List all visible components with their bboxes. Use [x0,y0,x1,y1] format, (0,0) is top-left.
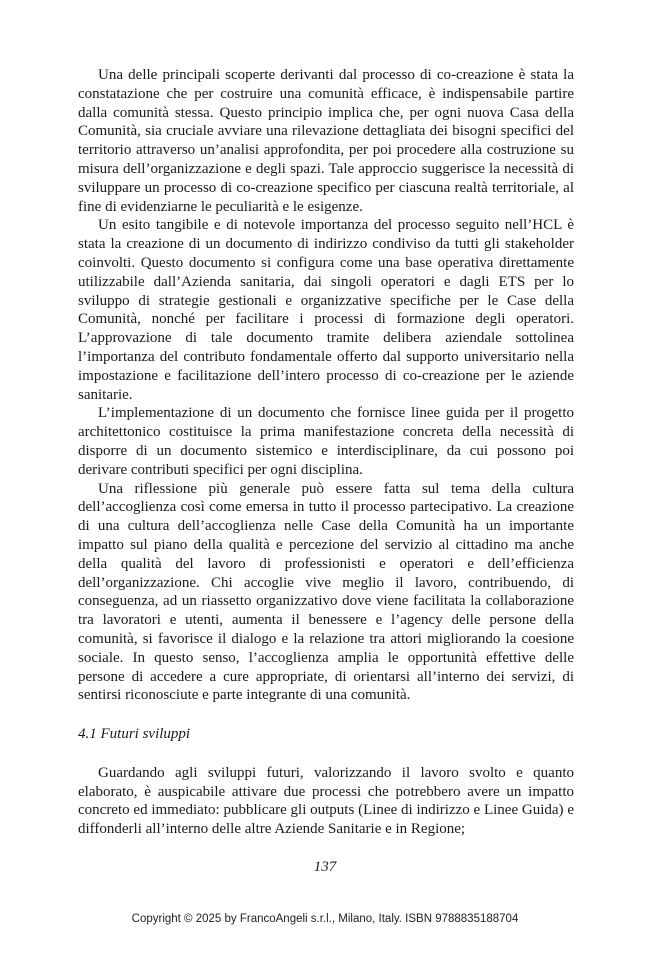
section-heading: 4.1 Futuri sviluppi [78,726,191,743]
section-paragraph: Guardando agli sviluppi futuri, valorizzando il lavoro svolto e quanto elaborato, è auspicabile attivare due processi che potrebbero avere un impatto concreto ed immediato: pubblicare gli outputs (Linee di indirizzo e Linee Guida) e diffonderli all’interno delle altre Aziende Sanitarie e in Regione; [78,764,574,838]
body-paragraph-4: Una riflessione più generale può essere fatta sul tema della cultura dell’accoglienza così come emersa in tutto il processo partecipativo. La creazione di una cultura dell’accoglienza nelle Case della Comunità ha un importante impatto sul piano della qualità e percezione del servizio al cittadino ma anche della qualità del lavoro di professionisti e operatori e dell’efficienza dell’organizzazione. Chi accoglie vive meglio il lavoro, contribuendo, di conseguenza, ad un riassetto organizzativo dove viene facilitata la collaborazione tra lavoratori e utenti, aumenta il benessere e l’agency delle persone della comunità, si favorisce il dialogo e la relazione tra attori migliorando la coesione sociale. In questo senso, l’accoglienza amplia le opportunità effettive delle persone di accedere a cure appropriate, di orientarsi all’interno dei servizi, di sentirsi riconosciute e parte integrante di una comunità. [78,480,574,704]
page-body [78,66,574,839]
copyright-notice: Copyright © 2025 by FrancoAngeli s.r.l., Milano, Italy. ISBN 9788835188704 [131,913,519,925]
body-paragraph-2: Un esito tangibile e di notevole importanza del processo seguito nell’HCL è stata la creazione di un documento di indirizzo condiviso da tutti gli stakeholder coinvolti. Questo documento si configura come una base operativa direttamente utilizzabile dall’Azienda sanitaria, dai singoli operatori e dagli ETS per lo sviluppo di strategie gestionali e organizzative specifiche per le Case della Comunità, nonché per facilitare i processi di formazione degli operatori. L’approvazione di tale documento tramite delibera aziendale sottolinea l’importanza del contributo fondamentale offerto dal supporto universitario nella impostazione e facilitazione dell’intero processo di co-creazione per le aziende sanitarie. [78,217,574,403]
body-paragraph-3: L’implementazione di un documento che fornisce linee guida per il progetto architettonico costituisce la prima manifestazione concreta della necessità di disporre di un documento sistemico e interdisciplinare, da cui possono poi derivare contributi specifici per ogni disciplina. [78,405,574,478]
page-number: 137 [313,859,337,875]
body-paragraph-1: Una delle principali scoperte derivanti dal processo di co-creazione è stata la constatazione che per costruire una comunità efficace, è indispensabile partire dalla comunità stessa. Questo principio implica che, per ogni nuova Casa della Comunità, sia cruciale avviare una rilevazione dettagliata dei bisogni specifici del territorio attraverso un’analisi approfondita, per poi procedere alla costruzione su misura dell’organizzazione e degli spazi. Tale approccio suggerisce la necessità di sviluppare un processo di co-creazione specifico per ciascuna realtà territoriale, al fine di evidenziarne le peculiarità e le esigenze. [78,67,574,215]
